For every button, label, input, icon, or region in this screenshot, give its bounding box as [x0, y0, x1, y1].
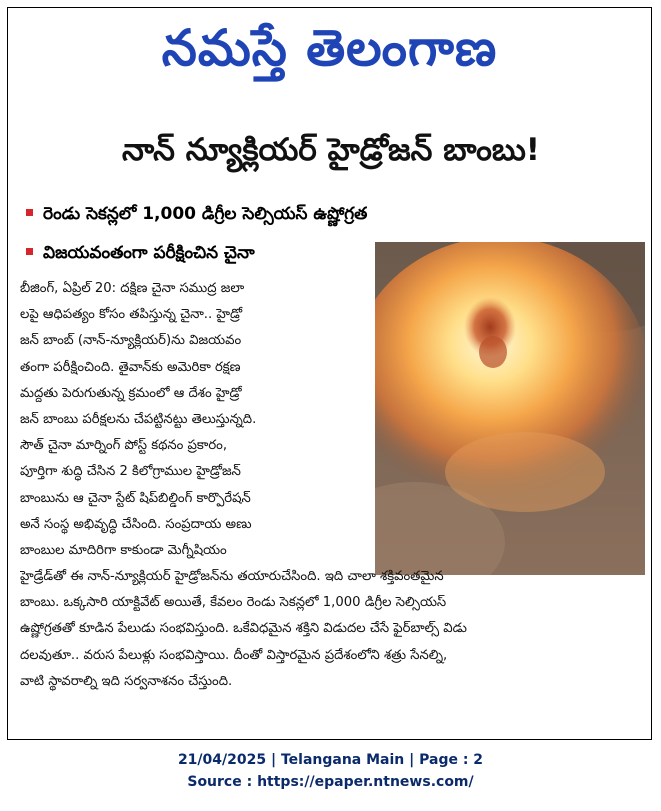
subheading-bullet-2 — [26, 240, 255, 266]
body-line: దలవుతూ.. వరుస పేలుళ్లు సంభవిస్తాయి. దీంతో విస్తారమైన ప్రదేశంలోని శత్రు సేనల్ని, — [20, 647, 448, 663]
subheading-text: రెండు సెకన్లలో 1,000 డిగ్రీల సెల్సియస్ ఉష్ణోగ్రత — [43, 204, 368, 224]
bullet-square-icon — [26, 248, 33, 255]
body-line: బీజింగ్, ఏప్రిల్ 20: దక్షిణ చైనా సముద్ర జలా — [20, 281, 245, 296]
body-line: జన్ బాంబ్ (నాన్-న్యూక్లియర్)ను విజయవం — [20, 333, 242, 349]
body-line: సౌత్ చైనా మార్నింగ్ పోస్ట్ కథనం ప్రకారం, — [20, 438, 228, 454]
body-line: బాంబు. ఒక్కసారి యాక్టివేట్ అయితే, కేవలం రెండు సెకన్లలో 1,000 డిగ్రీల సెల్సియస్ — [20, 595, 447, 611]
subheading-bullet-1 — [26, 201, 367, 227]
body-line: బాంబుల మాదిరిగా కాకుండా మెగ్నీషియం — [20, 542, 227, 558]
newspaper-clipping — [7, 7, 652, 740]
footer-edition-info: 21/04/2025 | Telangana Main | Page : 2 — [177, 752, 484, 768]
body-line: అనే సంస్థ అభివృద్ధి చేసింది. సంప్రదాయ అణు — [20, 516, 252, 532]
body-line: తంగా పరీక్షించింది. తైవాన్‌కు అమెరికా రక్షణ — [20, 359, 241, 375]
footer-source: Source : https://epaper.ntnews.com/ — [187, 774, 474, 790]
body-line: మద్దతు పెరుగుతున్న క్రమంలో ఆ దేశం హైడ్రో — [20, 385, 242, 401]
body-line: ఉష్ణోగ్రతతో కూడిన పేలుడు సంభవిస్తుంది. ఒకేవిధమైన శక్తిని విడుదల చేసే ఫైర్‌బాల్స్ విడు — [20, 621, 467, 637]
article-headline: నాన్ న్యూక్లియర్ హైడ్రోజన్ బాంబు! — [122, 132, 540, 168]
body-line: వాటి స్థావరాల్ని ఇది సర్వనాశనం చేస్తుంది. — [20, 673, 233, 689]
body-line: పూర్తిగా శుద్ధి చేసిన 2 కిలోగ్రాముల హైడ్రోజన్ — [20, 464, 241, 480]
subheading-text: విజయవంతంగా పరీక్షించిన చైనా — [43, 243, 255, 263]
body-line: హైడ్రేడ్‌తో ఈ నాన్-న్యూక్లియర్ హైడ్రోజన్‌ను తయారుచేసింది. ఇది చాలా శక్తివంతమైన — [20, 569, 444, 585]
article-body — [20, 276, 645, 695]
body-line: బాంబును ఆ చైనా స్టేట్ షిప్‌బిల్డింగ్ కార్పొరేషన్ — [20, 490, 251, 506]
body-line: జన్ బాంబు పరీక్షలను చేపట్టినట్టు తెలుస్తున్నది. — [20, 411, 257, 427]
masthead-title: నమస్తే తెలంగాణ — [161, 19, 498, 77]
body-line: లపై ఆధిపత్యం కోసం తపిస్తున్న చైనా.. హైడ్రో — [20, 307, 243, 323]
bullet-square-icon — [26, 209, 33, 216]
